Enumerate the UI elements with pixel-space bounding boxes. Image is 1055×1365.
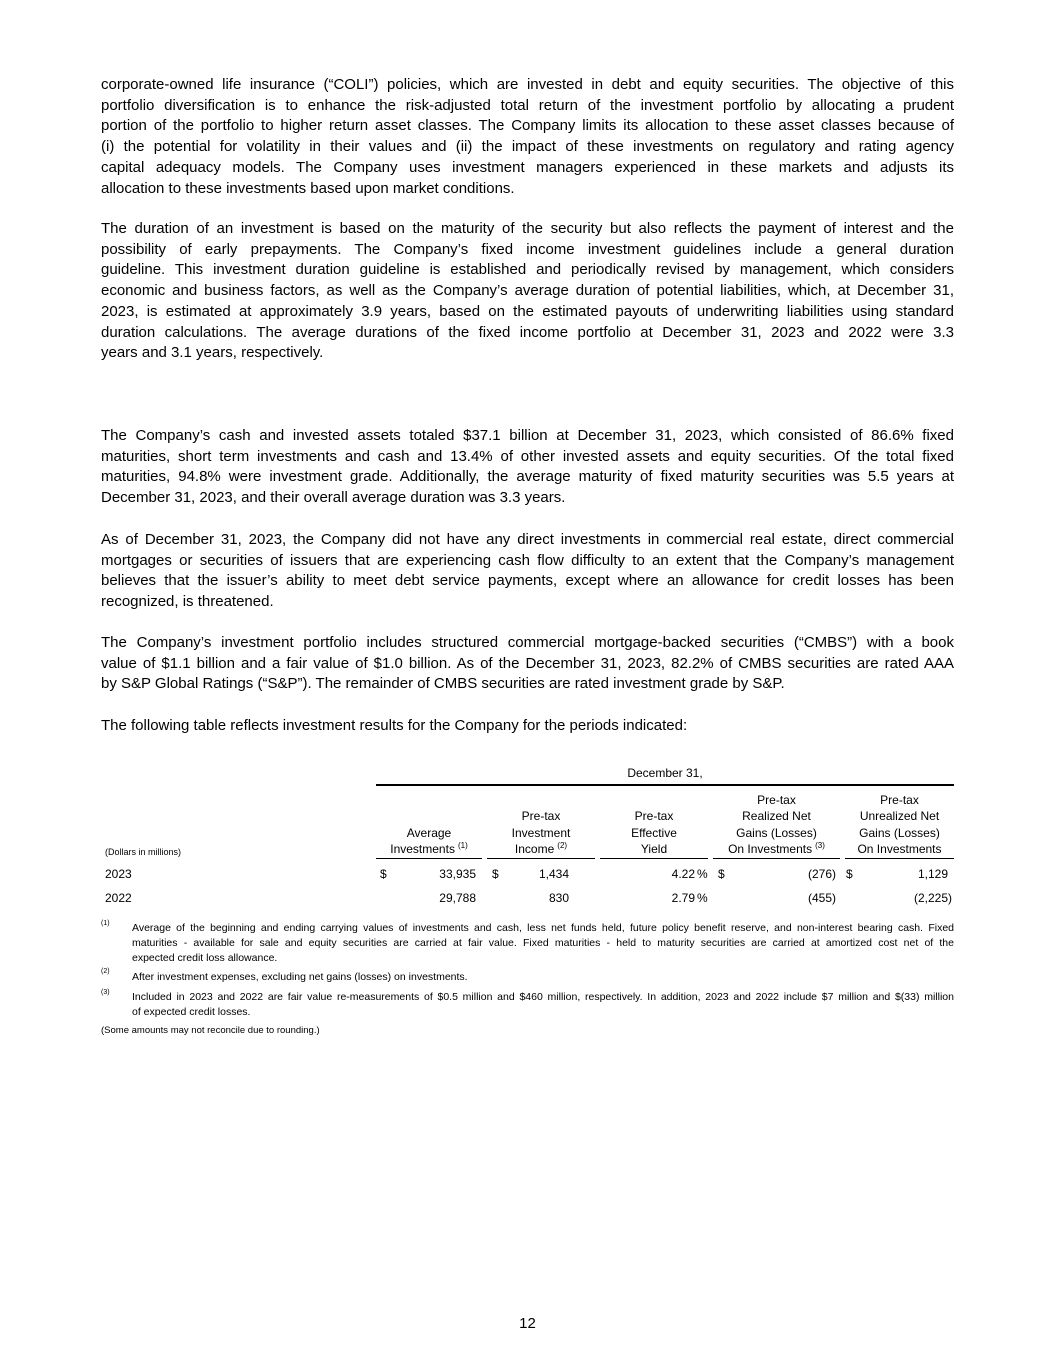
unrealized-gains-cell: (2,225) — [913, 891, 952, 905]
currency-symbol: $ — [380, 867, 387, 881]
header-text: Pre-tax — [521, 809, 561, 824]
paragraph-line: portion of the portfolio to higher return asset classes. The Company limits its allocation to these asset classes because of — [101, 117, 954, 135]
rounding-note: (Some amounts may not reconcile due to rounding.) — [101, 1025, 320, 1036]
header-text: Unrealized Net — [859, 809, 940, 824]
header-text: Pre-tax — [880, 792, 919, 807]
currency-symbol: $ — [846, 867, 853, 881]
paragraph-line: maturities, 94.8% were investment grade. Additionally, the average maturity of fixed maturity securities was 5.5 years at — [101, 468, 954, 486]
footnote-line: Included in 2023 and 2022 are fair value re-measurements of $0.5 million and $460 million, respectively. In addition, 2023 and 2022 include $7 million and $(33) million — [132, 991, 954, 1003]
footnote-2 — [132, 970, 954, 985]
paragraph-line: value of $1.1 billion and a fair value of $1.0 billion. As of the December 31, 2023, 82.2% of CMBS securities are rated AAA — [101, 654, 954, 672]
paragraph-line: The Company’s cash and invested assets totaled $37.1 billion at December 31, 2023, which consisted of 86.6% fixed — [101, 427, 954, 444]
footnote-line: After investment expenses, excluding net gains (losses) on investments. — [132, 971, 468, 983]
paragraph-line: (i) the potential for volatility in their values and (ii) the impact of these investments on regulatory and rating agency — [101, 138, 954, 156]
paragraph-line: economic and business factors, as well as the Company’s average duration of potential liabilities, which, at December 31, — [101, 282, 954, 300]
col-header-pretax-unrealized-gains — [845, 791, 954, 859]
paragraph-portfolio-allocation — [101, 75, 954, 199]
footnote-ref: (1) — [457, 841, 468, 851]
paragraph-line: December 31, 2023, and their overall average duration was 3.3 years. — [101, 489, 566, 507]
unrealized-gains-cell: 1,129 — [917, 867, 948, 881]
header-text: Investment — [511, 825, 571, 840]
percent-symbol: % — [697, 891, 708, 905]
footnote-ref: (3) — [815, 841, 825, 851]
col-header-pretax-realized-gains — [713, 791, 840, 859]
investment-income-cell: 830 — [548, 891, 569, 905]
paragraph-line: The Company’s investment portfolio includes structured commercial mortgage-backed securities (“CMBS”) with a book — [101, 634, 954, 651]
header-line — [845, 825, 954, 842]
paragraph-line: believes that the issuer’s ability to meet debt service payments, except where an allowance for credit losses has been — [101, 572, 954, 590]
paragraph-line: portfolio diversification is to enhance the risk-adjusted total return of the investment portfolio by allocating a prudent — [101, 96, 954, 114]
paragraph-line: The following table reflects investment results for the Company for the periods indicated: — [101, 717, 688, 734]
header-text: Realized Net — [742, 809, 811, 824]
footnote-line: maturities - available for sale and equity securities are carried at fair value. Fixed maturities - held to maturity securities are carried at amortized cost net of the — [132, 936, 954, 949]
paragraph-line: recognized, is threatened. — [101, 593, 274, 611]
page-number: 12 — [519, 1315, 536, 1332]
col-header-pretax-investment-income — [487, 791, 595, 859]
header-text: On Investments — [728, 842, 813, 857]
paragraph-cmbs — [101, 633, 954, 695]
effective-yield-cell: 2.79 — [671, 891, 695, 905]
paragraph-line: guideline. This investment duration guideline is established and periodically revised by management, which considers — [101, 261, 954, 279]
currency-symbol: $ — [718, 867, 725, 881]
header-text: Gains (Losses) — [736, 825, 817, 840]
header-line — [487, 825, 595, 842]
header-text: Investments — [390, 842, 455, 857]
header-line — [845, 841, 954, 858]
units-label: (Dollars in millions) — [105, 847, 182, 857]
header-line — [600, 841, 708, 858]
header-line — [487, 808, 595, 825]
table-row — [0, 889, 1055, 907]
header-line — [713, 841, 840, 858]
year-cell: 2022 — [105, 891, 132, 905]
realized-gains-cell: (455) — [807, 891, 836, 905]
paragraph-invested-assets — [101, 426, 954, 509]
header-text: Pre-tax — [634, 809, 674, 824]
header-line — [713, 825, 840, 842]
footnote-marker: (2) — [101, 968, 110, 975]
average-investments-cell: 33,935 — [439, 867, 476, 881]
header-text: Pre-tax — [757, 792, 796, 807]
header-text: On Investments — [857, 842, 942, 857]
year-cell: 2023 — [105, 867, 132, 881]
footnote-1 — [132, 921, 954, 965]
header-line — [713, 808, 840, 825]
header-text: Yield — [640, 842, 668, 857]
table-row — [0, 865, 1055, 883]
footnote-line: of expected credit losses. — [132, 1005, 251, 1018]
footnote-marker: (3) — [101, 989, 110, 996]
realized-gains-cell: (276) — [807, 867, 836, 881]
paragraph-commercial-real-estate — [101, 530, 954, 613]
header-line — [713, 792, 840, 809]
paragraph-line: The duration of an investment is based on the maturity of the security but also reflects the payment of interest and the — [101, 220, 954, 237]
footnote-line: expected credit loss allowance. — [132, 951, 278, 964]
paragraph-line: 2023, is estimated at approximately 3.9 years, based on the estimated payouts of underwriting liabilities using standard — [101, 302, 954, 320]
paragraph-line: mortgages or securities of issuers that are experiencing cash flow difficulty to an extent that the Company’s management — [101, 551, 954, 569]
header-line — [376, 841, 482, 858]
footnote-line: Average of the beginning and ending carrying values of investments and cash, less net funds held, future policy benefit reserve, and non-interest bearing cash. Fixed — [132, 922, 954, 934]
paragraph-line: years and 3.1 years, respectively. — [101, 344, 324, 362]
table-caption-rule — [376, 784, 954, 786]
header-line — [600, 808, 708, 825]
header-line — [376, 825, 482, 842]
paragraph-line: duration calculations. The average durations of the fixed income portfolio at December 31, 2023 and 2022 were 3.3 — [101, 323, 954, 341]
paragraph-line: capital adequacy models. The Company uses investment managers experienced in these markets and adjusts its — [101, 158, 954, 176]
average-investments-cell: 29,788 — [439, 891, 476, 905]
paragraph-line: corporate-owned life insurance (“COLI”) policies, which are invested in debt and equity securities. The objective of this — [101, 76, 954, 93]
paragraph-line: by S&P Global Ratings (“S&P”). The remainder of CMBS securities are rated investment grade by S&P. — [101, 675, 785, 693]
percent-symbol: % — [697, 867, 708, 881]
header-text: Gains (Losses) — [859, 825, 940, 840]
header-text: Income — [514, 842, 555, 857]
header-line — [600, 825, 708, 842]
currency-symbol: $ — [492, 867, 499, 881]
paragraph-duration — [101, 219, 954, 364]
header-line — [845, 808, 954, 825]
table-caption: December 31, — [627, 766, 703, 780]
col-header-pretax-effective-yield — [600, 791, 708, 859]
header-text: Average — [406, 825, 452, 840]
paragraph-line: maturities, short term investments and cash and 13.4% of other invested assets and equity securities. Of the total fixed — [101, 447, 954, 465]
header-line — [487, 841, 595, 858]
paragraph-line: As of December 31, 2023, the Company did not have any direct investments in commercial real estate, direct commercial — [101, 531, 954, 548]
paragraph-line: possibility of early prepayments. The Company’s fixed income investment guidelines include a general duration — [101, 240, 954, 258]
investment-income-cell: 1,434 — [538, 867, 569, 881]
paragraph-table-intro — [101, 716, 954, 737]
col-header-average-investments — [376, 791, 482, 859]
header-line — [845, 792, 954, 809]
footnote-ref: (2) — [557, 841, 568, 851]
header-text: Effective — [631, 825, 677, 840]
footnote-3 — [132, 990, 954, 1020]
footnote-marker: (1) — [101, 920, 110, 927]
effective-yield-cell: 4.22 — [671, 867, 695, 881]
paragraph-line: allocation to these investments based upon market conditions. — [101, 179, 515, 197]
